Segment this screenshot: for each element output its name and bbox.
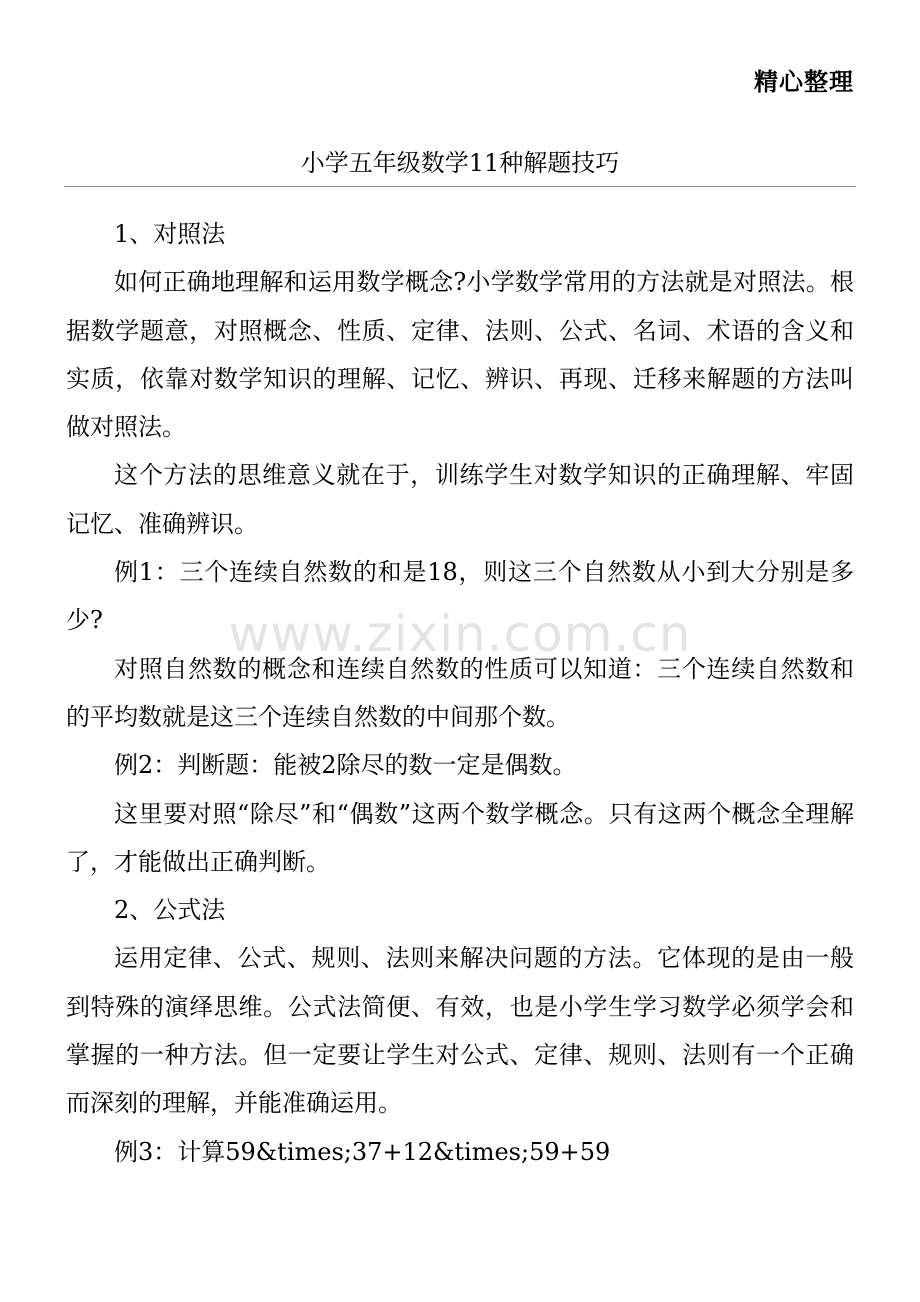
document-body (66, 210, 854, 1176)
section-heading-formula-method: 2、公式法 (114, 896, 226, 925)
document-title: 小学五年级数学11种解题技巧 (300, 149, 620, 177)
watermark: www.zixin.com.cn (228, 605, 692, 663)
paragraph-formula-definition: 运用定律、公式、规则、法则来解决问题的方法。它体现的是由一般到特殊的演绎思维。公式法简便、有效，也是小学生学习数学必须学会和掌握的一种方法。但一定要让学生对公式、定律、规则、法则有一个正确而深刻的理解，并能准确运用。 (66, 944, 854, 1118)
example-1-explanation: 对照自然数的概念和连续自然数的性质可以知道：三个连续自然数和的平均数就是这三个连续自然数的中间那个数。 (66, 654, 854, 731)
header-note: 精心整理 (754, 67, 854, 96)
example-2-explanation: 这里要对照“除尽”和“偶数”这两个数学概念。只有这两个概念全理解了，才能做出正确判断。 (66, 799, 854, 876)
example-2: 例2：判断题：能被2除尽的数一定是偶数。 (114, 751, 577, 780)
paragraph-comparison-meaning: 这个方法的思维意义就在于，训练学生对数学知识的正确理解、牢固记忆、准确辨识。 (66, 461, 854, 538)
paragraph-comparison-definition: 如何正确地理解和运用数学概念?小学数学常用的方法就是对照法。根据数学题意，对照概念、性质、定律、法则、公式、名词、术语的含义和实质，依靠对数学知识的理解、记忆、辨识、再现、迁移来解题的方法叫做对照法。 (66, 268, 854, 442)
example-1: 例1：三个连续自然数的和是18，则这三个自然数从小到大分别是多少? (66, 558, 854, 635)
header-divider (64, 186, 856, 187)
example-3: 例3：计算59&times;37+12&times;59+59 (114, 1137, 611, 1166)
section-heading-comparison-method: 1、对照法 (114, 220, 226, 248)
